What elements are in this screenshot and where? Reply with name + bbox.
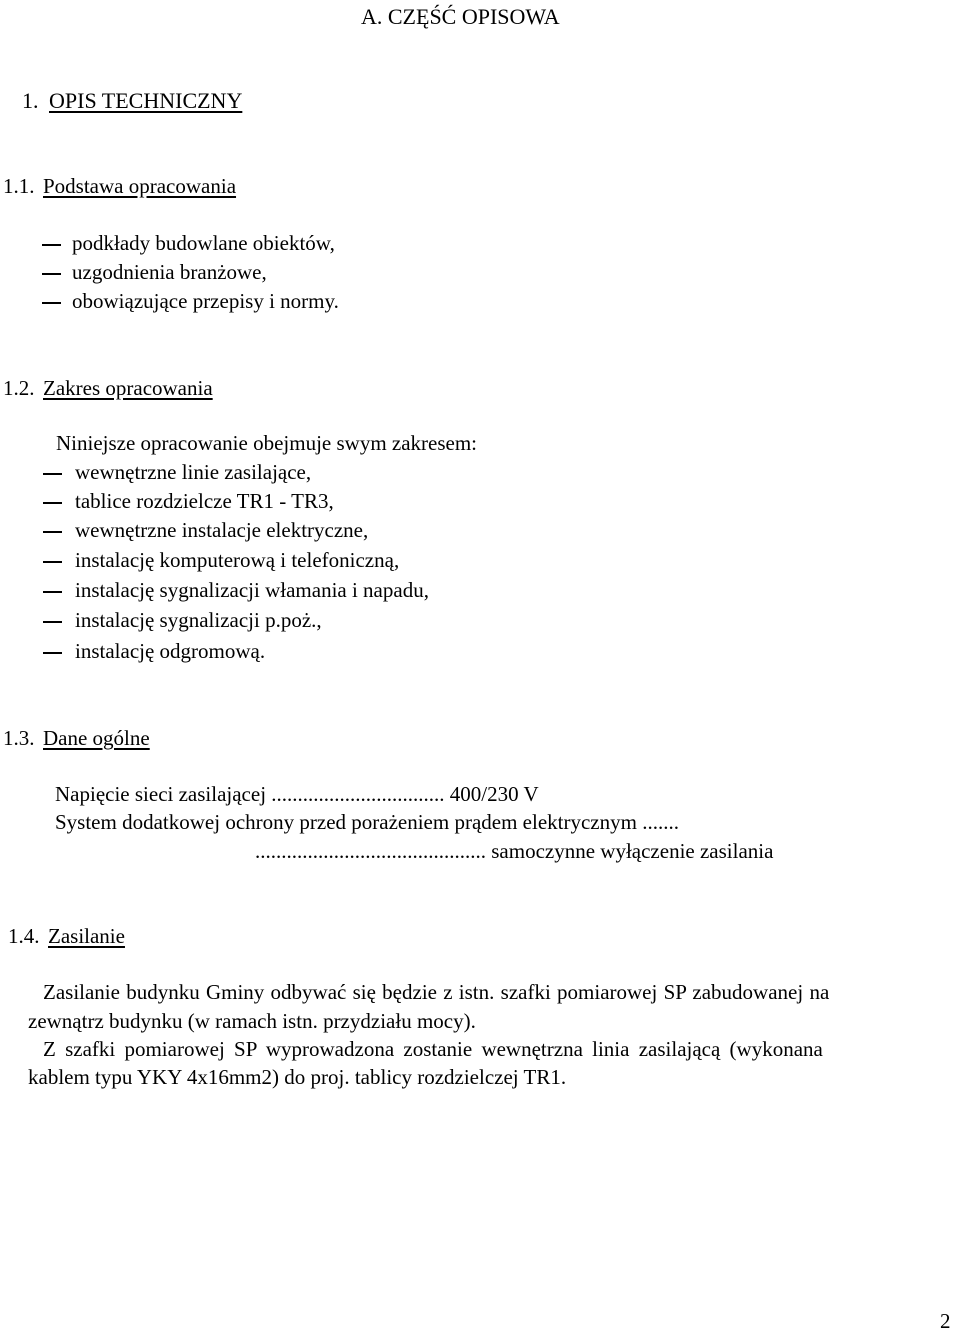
list-item: uzgodnienia branżowe, xyxy=(72,260,267,284)
supply-paragraph-1-line-1: Zasilanie budynku Gminy odbywać się będzie z istn. szafki pomiarowej SP zabudowanej na xyxy=(43,980,830,1004)
section-1-number: 1. xyxy=(22,88,39,113)
supply-paragraph-1-line-2: zewnątrz budynku (w ramach istn. przydziału mocy). xyxy=(28,1009,476,1033)
general-data-voltage: Napięcie sieci zasilającej ................................. 400/230 V xyxy=(55,782,539,806)
list-dash xyxy=(43,502,62,504)
list-dash xyxy=(42,244,61,246)
section-1-1-title: Podstawa opracowania xyxy=(43,174,237,198)
list-item: podkłady budowlane obiektów, xyxy=(72,231,335,255)
part-title: A. CZĘŚĆ OPISOWA xyxy=(361,4,560,29)
section-1-3-number: 1.3. xyxy=(3,726,35,750)
page-number: 2 xyxy=(940,1309,951,1333)
list-dash xyxy=(42,273,61,275)
section-1-2-title: Zakres opracowania xyxy=(43,376,213,400)
supply-paragraph-2-line-2: kablem typu YKY 4x16mm2) do proj. tablicy rozdzielczej TR1. xyxy=(28,1065,567,1089)
list-item: instalację odgromową. xyxy=(75,639,266,663)
list-item: tablice rozdzielcze TR1 - TR3, xyxy=(75,489,334,513)
supply-paragraph-2-line-1: Z szafki pomiarowej SP wyprowadzona zostanie wewnętrzna linia zasilającą (wykonana xyxy=(43,1037,823,1061)
list-dash xyxy=(42,302,61,304)
list-item: wewnętrzne linie zasilające, xyxy=(75,460,312,484)
section-1-3-title: Dane ogólne xyxy=(43,726,150,750)
section-1-2-intro: Niniejsze opracowanie obejmuje swym zakresem: xyxy=(56,431,478,455)
section-1-4-number: 1.4. xyxy=(8,924,40,948)
list-item: wewnętrzne instalacje elektryczne, xyxy=(75,518,369,542)
list-item: instalację sygnalizacji włamania i napadu, xyxy=(75,578,429,602)
list-dash xyxy=(43,561,62,563)
list-item: instalację komputerową i telefoniczną, xyxy=(75,548,400,572)
general-data-protection: System dodatkowej ochrony przed porażeniem prądem elektrycznym ....... xyxy=(55,810,679,834)
list-dash xyxy=(43,621,62,623)
list-item: obowiązujące przepisy i normy. xyxy=(72,289,339,313)
section-1-1-number: 1.1. xyxy=(3,174,35,198)
section-1-2-number: 1.2. xyxy=(3,376,35,400)
section-1-title: OPIS TECHNICZNY xyxy=(49,88,243,113)
list-dash xyxy=(43,473,62,475)
list-dash xyxy=(43,531,62,533)
list-item: instalację sygnalizacji p.poż., xyxy=(75,608,322,632)
section-1-4-title: Zasilanie xyxy=(48,924,125,948)
list-dash xyxy=(43,591,62,593)
list-dash xyxy=(43,652,62,654)
general-data-protection-value: ............................................ samoczynne wyłączenie zasilania xyxy=(255,839,774,863)
